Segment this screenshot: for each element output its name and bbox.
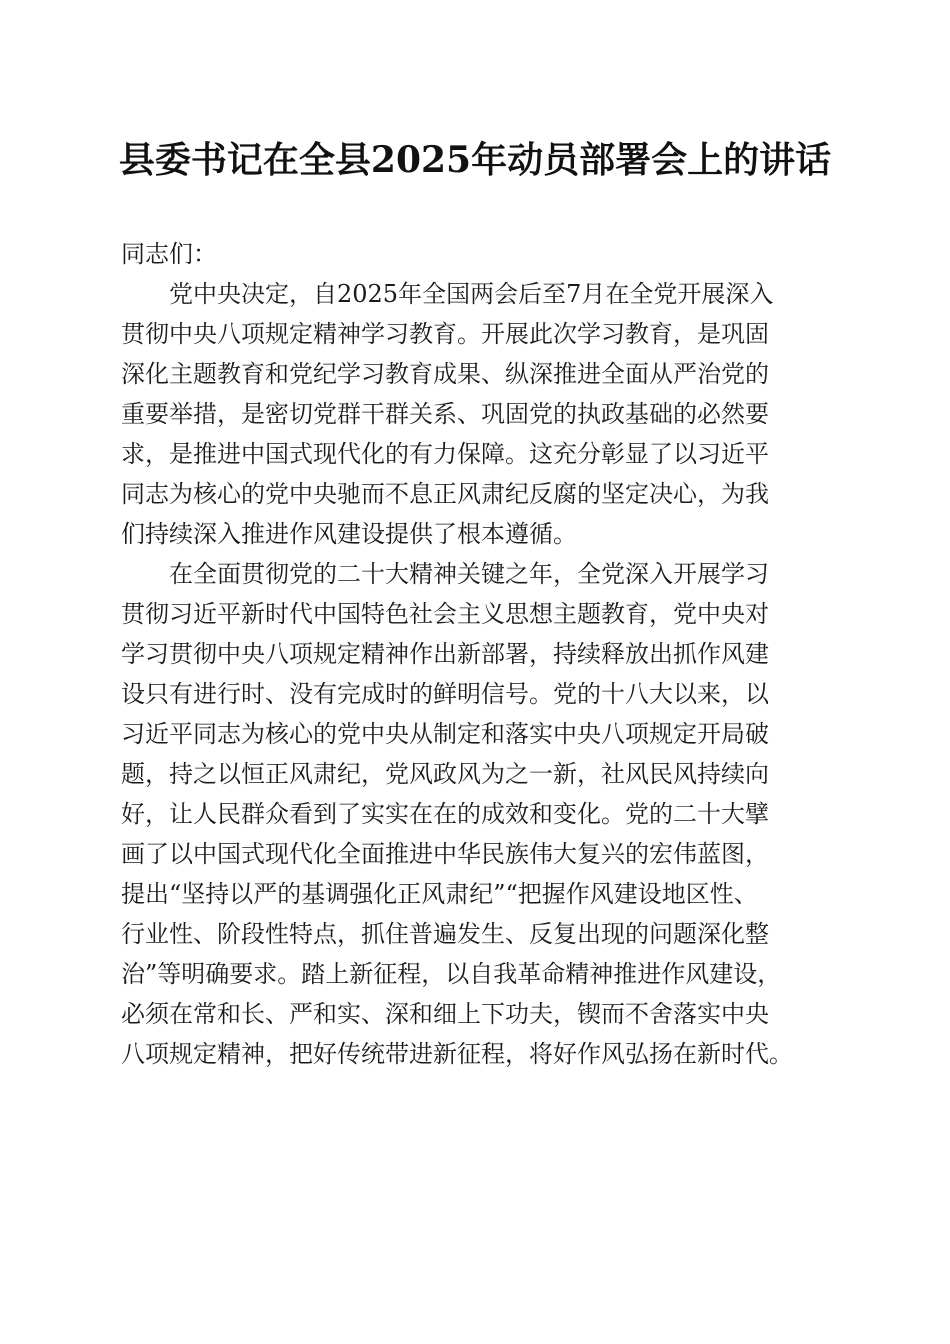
paragraph-line: 八项规定精神，把好传统带进新征程，将好作风弘扬在新时代。 [121,1040,793,1068]
paragraph-line: 设只有进行时、没有完成时的鲜明信号。党的十八大以来，以 [121,680,769,708]
paragraph-line: 治”等明确要求。踏上新征程，以自我革命精神推进作风建设， [121,960,782,988]
paragraph-line: 行业性、阶段性特点，抓住普遍发生、反复出现的问题深化整 [121,920,769,948]
paragraph-line: 党中央决定，自2025年全国两会后至7月在全党开展深入 [121,280,774,308]
paragraph-line: 提出“坚持以严的基调强化正风肃纪”“把握作风建设地区性、 [121,880,758,908]
paragraph-line: 习近平同志为核心的党中央从制定和落实中央八项规定开局破 [121,720,769,748]
paragraph-line: 贯彻习近平新时代中国特色社会主义思想主题教育，党中央对 [121,600,769,628]
salutation: 同志们： [121,240,217,268]
paragraph-line: 同志为核心的党中央驰而不息正风肃纪反腐的坚定决心，为我 [121,480,769,508]
paragraph-2 [121,554,829,1074]
paragraph-line: 贯彻中央八项规定精神学习教育。开展此次学习教育，是巩固 [121,320,769,348]
paragraph-line: 好，让人民群众看到了实实在在的成效和变化。党的二十大擘 [121,800,769,828]
paragraph-line: 必须在常和长、严和实、深和细上下功夫，锲而不舍落实中央 [121,1000,769,1028]
paragraph-line: 深化主题教育和党纪学习教育成果、纵深推进全面从严治党的 [121,360,769,388]
paragraph-line: 求，是推进中国式现代化的有力保障。这充分彰显了以习近平 [121,440,769,468]
paragraph-line: 题，持之以恒正风肃纪，党风政风为之一新，社风民风持续向 [121,760,769,788]
paragraph-line: 画了以中国式现代化全面推进中华民族伟大复兴的宏伟蓝图， [121,840,769,868]
paragraph-1 [121,274,829,554]
paragraph-line: 学习贯彻中央八项规定精神作出新部署，持续释放出抓作风建 [121,640,769,668]
document-title: 县委书记在全县2025年动员部署会上的讲话 [118,139,832,181]
paragraph-line: 们持续深入推进作风建设提供了根本遵循。 [121,520,577,548]
paragraph-line: 在全面贯彻党的二十大精神关键之年，全党深入开展学习 [121,560,769,588]
paragraph-line: 重要举措，是密切党群干群关系、巩固党的执政基础的必然要 [121,400,769,428]
document-body [121,234,829,1074]
